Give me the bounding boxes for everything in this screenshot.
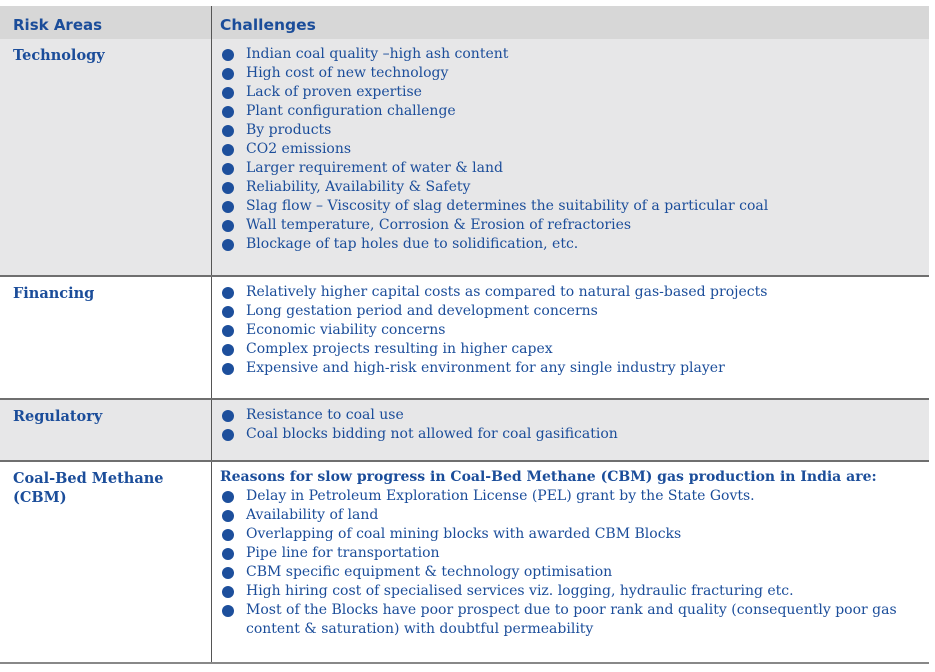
list-item: Larger requirement of water & land xyxy=(220,159,929,178)
risk-area-label: Technology xyxy=(0,39,212,275)
bullet-icon xyxy=(222,201,234,213)
list-item: Blockage of tap holes due to solidification, etc. xyxy=(220,235,929,254)
bullet-icon xyxy=(222,68,234,80)
list-item: Economic viability concerns xyxy=(220,321,929,340)
list-item: Slag flow – Viscosity of slag determines the suitability of a particular coal xyxy=(220,197,929,216)
list-item: CO2 emissions xyxy=(220,140,929,159)
cbm-intro-text: Reasons for slow progress in Coal-Bed Methane (CBM) gas production in India are: xyxy=(220,469,877,485)
bullet-icon xyxy=(222,586,234,598)
challenges-cell xyxy=(212,462,929,662)
bullet-icon xyxy=(222,163,234,175)
bullet-icon xyxy=(222,363,234,375)
list-item: High cost of new technology xyxy=(220,64,929,83)
bullet-icon xyxy=(222,220,234,232)
list-item: Reliability, Availability & Safety xyxy=(220,178,929,197)
list-item: Relatively higher capital costs as compared to natural gas-based projects xyxy=(220,283,929,302)
challenge-list xyxy=(220,45,929,254)
bullet-icon xyxy=(222,239,234,251)
challenge-list xyxy=(220,283,929,378)
bullet-icon xyxy=(222,125,234,137)
table-header xyxy=(0,6,929,39)
bullet-icon xyxy=(222,325,234,337)
bullet-icon xyxy=(222,182,234,194)
list-item: Complex projects resulting in higher capex xyxy=(220,340,929,359)
table-row-regulatory xyxy=(0,400,929,462)
bullet-icon xyxy=(222,567,234,579)
list-item: Pipe line for transportation xyxy=(220,544,929,563)
list-item: CBM specific equipment & technology optimisation xyxy=(220,563,929,582)
challenges-cell xyxy=(212,400,929,460)
bullet-icon xyxy=(222,306,234,318)
list-item: Wall temperature, Corrosion & Erosion of refractories xyxy=(220,216,929,235)
bullet-icon xyxy=(222,410,234,422)
list-item: Coal blocks bidding not allowed for coal gasification xyxy=(220,425,929,444)
bullet-icon xyxy=(222,605,234,617)
bullet-icon xyxy=(222,429,234,441)
challenges-cell xyxy=(212,277,929,398)
bullet-icon xyxy=(222,87,234,99)
header-risk-areas: Risk Areas xyxy=(0,6,212,39)
list-item: Plant configuration challenge xyxy=(220,102,929,121)
list-item: Resistance to coal use xyxy=(220,406,929,425)
risk-area-label: Coal-Bed Methane (CBM) xyxy=(0,462,212,662)
risk-table xyxy=(0,6,929,664)
bullet-icon xyxy=(222,287,234,299)
bullet-icon xyxy=(222,548,234,560)
list-item: Long gestation period and development concerns xyxy=(220,302,929,321)
risk-area-label: Regulatory xyxy=(0,400,212,460)
challenge-list xyxy=(220,406,929,444)
bullet-icon xyxy=(222,510,234,522)
bullet-icon xyxy=(222,49,234,61)
bullet-icon xyxy=(222,491,234,503)
list-item: Availability of land xyxy=(220,506,929,525)
challenge-list xyxy=(220,487,929,639)
bullet-icon xyxy=(222,344,234,356)
list-item: Indian coal quality –high ash content xyxy=(220,45,929,64)
risk-area-label: Financing xyxy=(0,277,212,398)
list-item: Expensive and high-risk environment for any single industry player xyxy=(220,359,929,378)
header-challenges: Challenges xyxy=(220,16,316,34)
table-row-financing xyxy=(0,277,929,400)
table-row-cbm xyxy=(0,462,929,664)
list-item: Most of the Blocks have poor prospect due to poor rank and quality (consequently poor gas content & saturation) with doubtful permeability xyxy=(220,601,929,639)
bullet-icon xyxy=(222,529,234,541)
list-item: By products xyxy=(220,121,929,140)
list-item: Lack of proven expertise xyxy=(220,83,929,102)
list-item: Overlapping of coal mining blocks with awarded CBM Blocks xyxy=(220,525,929,544)
list-item: High hiring cost of specialised services viz. logging, hydraulic fracturing etc. xyxy=(220,582,929,601)
bullet-icon xyxy=(222,144,234,156)
list-item: Delay in Petroleum Exploration License (PEL) grant by the State Govts. xyxy=(220,487,929,506)
challenges-cell xyxy=(212,39,929,275)
table-row-technology xyxy=(0,39,929,277)
bullet-icon xyxy=(222,106,234,118)
